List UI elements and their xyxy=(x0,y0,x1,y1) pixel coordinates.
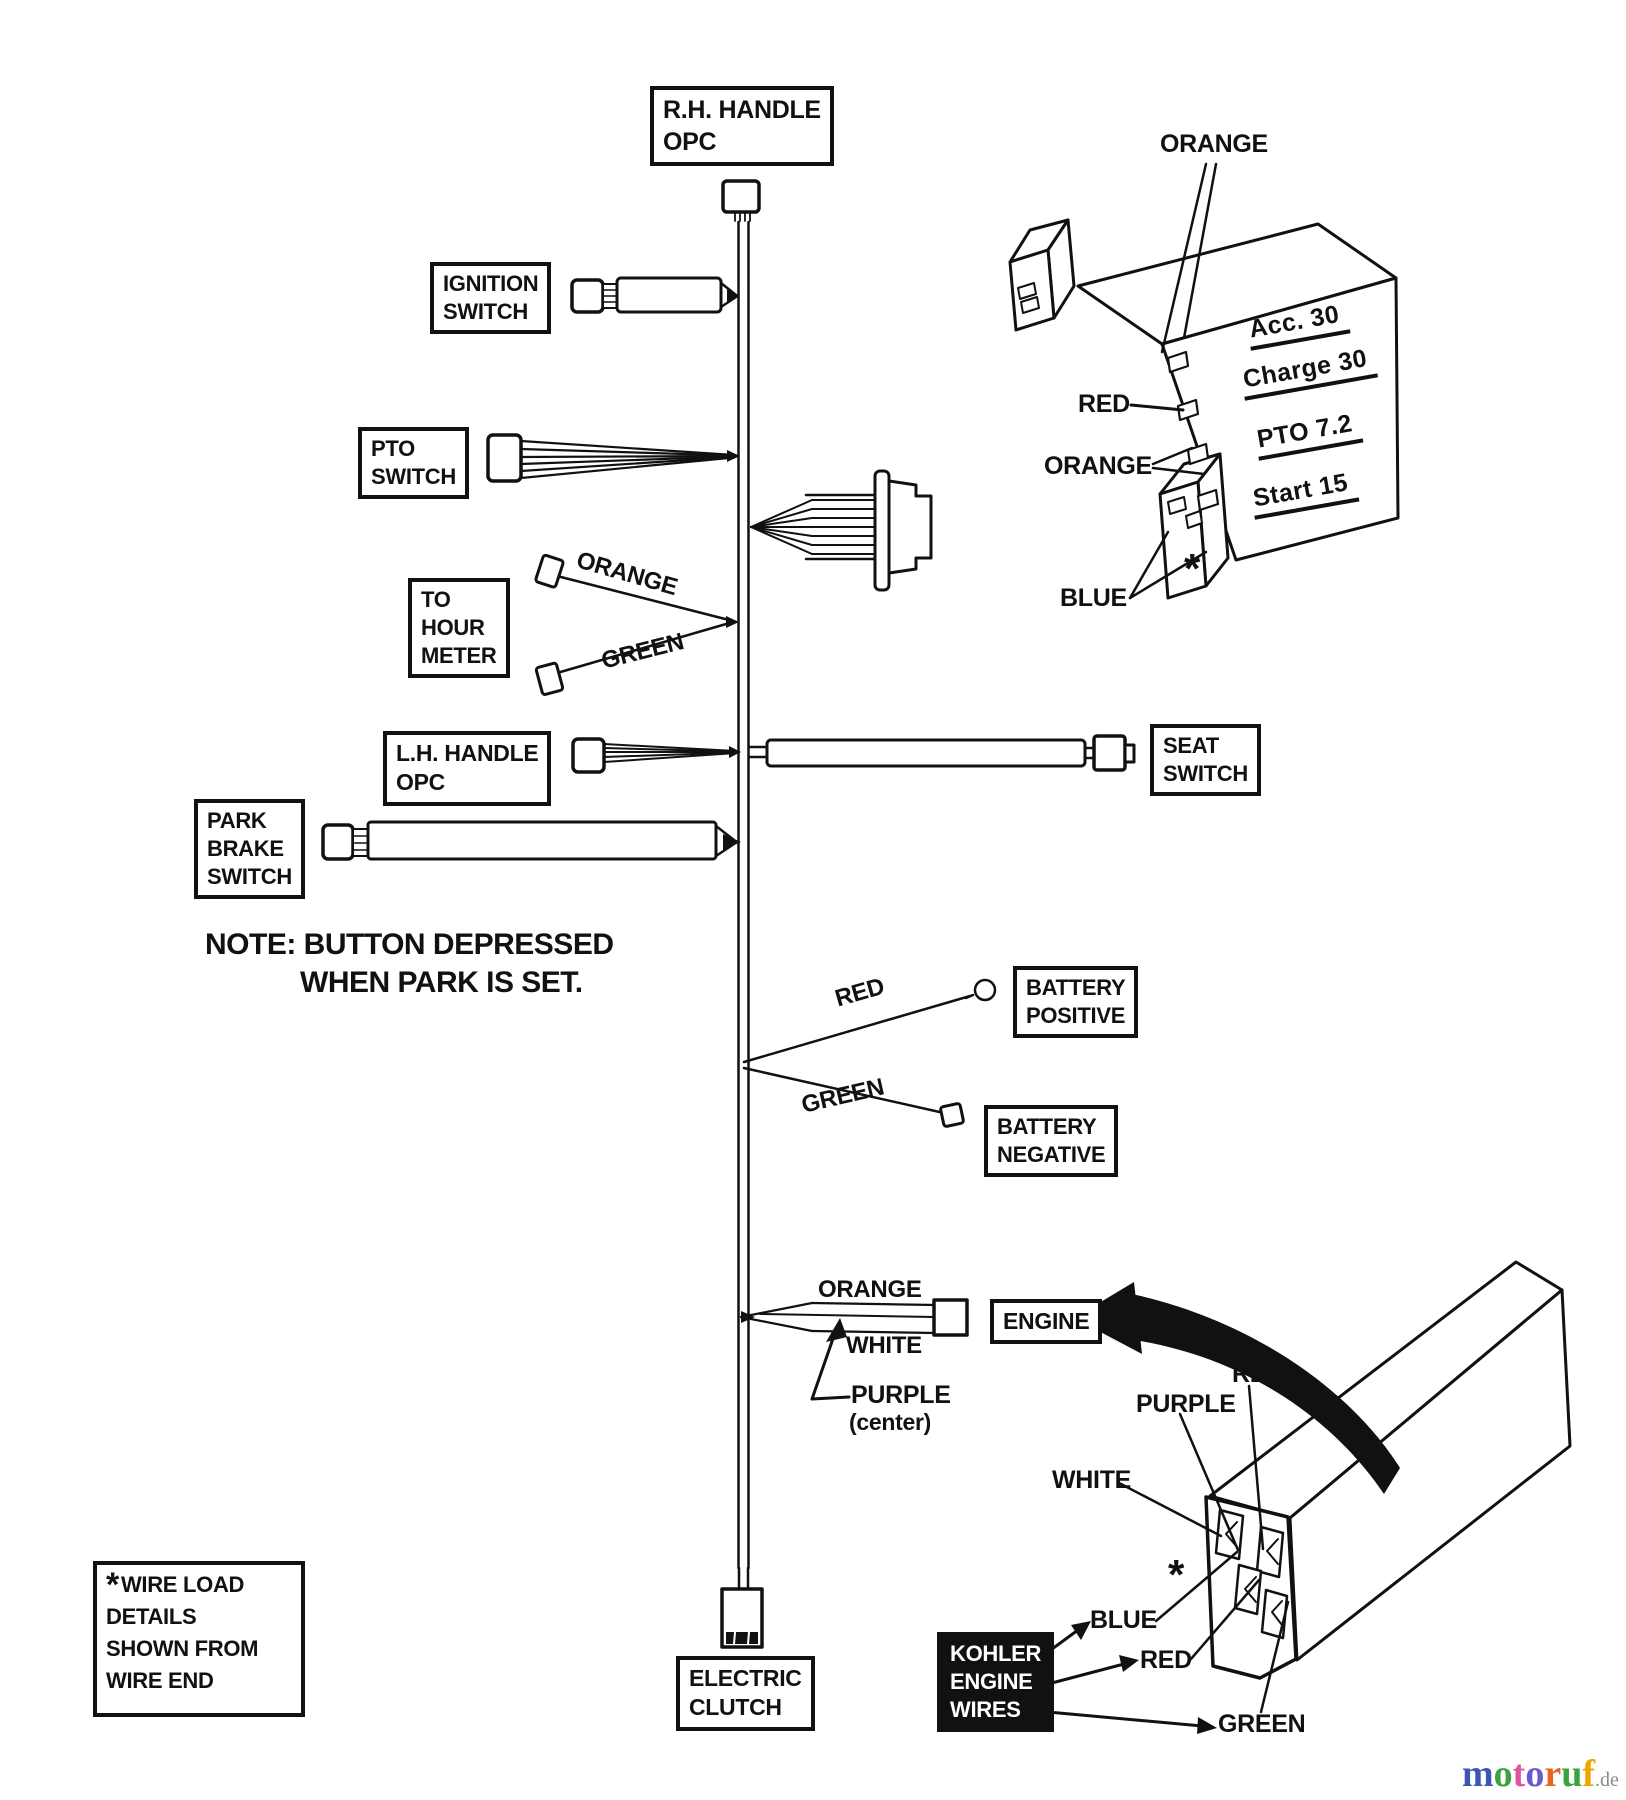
wire-label-hour-green: GREEN xyxy=(598,628,687,675)
kohler-label-blue: BLUE xyxy=(1090,1606,1157,1634)
watermark-logo xyxy=(1462,1752,1619,1796)
park-note-line2: WHEN PARK IS SET. xyxy=(300,966,583,999)
main-harness-wire xyxy=(739,222,749,1568)
kohler-label-red: RED xyxy=(1232,1360,1284,1388)
wire-label-engine-white: WHITE xyxy=(846,1332,922,1359)
watermark-letter: m xyxy=(1462,1753,1494,1795)
wire-load-note-box: *WIRE LOAD DETAILS SHOWN FROM WIRE END xyxy=(93,1561,305,1717)
kohler-label-white: WHITE xyxy=(1052,1466,1132,1494)
kohler-engine-wires-box: KOHLER ENGINE WIRES xyxy=(937,1632,1054,1732)
wire-label-hour-orange: ORANGE xyxy=(573,546,681,602)
watermark-suffix: .de xyxy=(1594,1769,1619,1791)
lh-handle-connector xyxy=(573,739,741,772)
seat-switch-wire xyxy=(750,736,1134,770)
watermark-letter: f xyxy=(1582,1753,1595,1795)
kohler-label-purple: PURPLE xyxy=(1136,1390,1236,1418)
watermark-letter: t xyxy=(1512,1753,1526,1795)
fuse-label-orange: ORANGE xyxy=(1044,452,1152,480)
fuse-row-start: Start 15 xyxy=(1249,467,1359,520)
watermark-letter: u xyxy=(1561,1753,1583,1795)
watermark-letter: o xyxy=(1525,1753,1545,1795)
fuse-label-red: RED xyxy=(1078,390,1130,418)
fuse-block-asterisk: * xyxy=(1184,545,1201,592)
kohler-label-green: GREEN xyxy=(1218,1710,1306,1738)
park-note-line1: NOTE: BUTTON DEPRESSED xyxy=(205,928,614,961)
fuse-label-blue: BLUE xyxy=(1060,584,1127,612)
kohler-connector-asterisk: * xyxy=(1168,1551,1185,1598)
ignition-switch-connector xyxy=(572,278,740,312)
wire-label-battery-red: RED xyxy=(832,972,888,1013)
park-brake-wire xyxy=(323,822,741,859)
electric-clutch-box: ELECTRIC CLUTCH xyxy=(676,1656,815,1731)
to-hour-meter-box: TO HOUR METER xyxy=(408,578,510,678)
watermark-letter: o xyxy=(1493,1753,1513,1795)
harness-branch-connector xyxy=(751,471,931,590)
fuse-row-acc: Acc. 30 xyxy=(1245,299,1351,351)
battery-positive-box: BATTERY POSITIVE xyxy=(1013,966,1138,1038)
ignition-switch-box: IGNITION SWITCH xyxy=(430,262,551,334)
battery-negative-box: BATTERY NEGATIVE xyxy=(984,1105,1118,1177)
lh-handle-opc-box: L.H. HANDLE OPC xyxy=(383,731,551,806)
wire-label-engine-purple-note: (center) xyxy=(849,1409,931,1435)
fuse-row-charge: Charge 30 xyxy=(1239,343,1378,401)
wire-label-engine-purple: PURPLE xyxy=(851,1381,951,1409)
watermark-letter: r xyxy=(1544,1753,1562,1795)
kohler-label-red-lower: RED xyxy=(1140,1646,1192,1674)
seat-switch-box: SEAT SWITCH xyxy=(1150,724,1261,796)
asterisk-marker: * xyxy=(106,1566,119,1604)
rh-handle-opc-box: R.H. HANDLE OPC xyxy=(650,86,834,166)
wire-label-engine-orange: ORANGE xyxy=(818,1276,922,1303)
fuse-label-orange-top: ORANGE xyxy=(1160,130,1268,158)
engine-box: ENGINE xyxy=(990,1299,1102,1344)
pto-switch-connector xyxy=(488,435,740,481)
fuse-row-pto: PTO 7.2 xyxy=(1253,408,1364,461)
rh-handle-connector xyxy=(723,181,759,221)
electric-clutch-connector xyxy=(722,1568,762,1647)
wire-label-battery-green: GREEN xyxy=(798,1073,887,1119)
pto-switch-box: PTO SWITCH xyxy=(358,427,469,499)
park-brake-switch-box: PARK BRAKE SWITCH xyxy=(194,799,305,899)
